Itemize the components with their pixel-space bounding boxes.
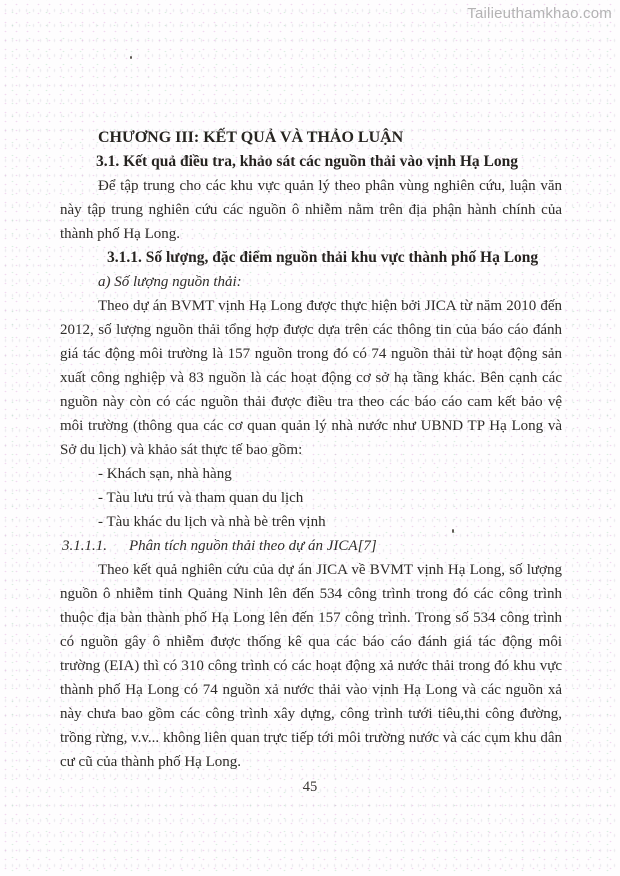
section-3-1-heading: 3.1. Kết quả điều tra, khảo sát các nguồn thải vào vịnh Hạ Long xyxy=(96,153,519,170)
paragraph-jica-results: Theo kết quả nghiên cứu của dự án JICA về BVMT vịnh Hạ Long, số lượng nguồn ô nhiễm tỉnh Quảng Ninh lên đến 534 công trình trong đó các công trình thuộc địa bàn thành phố Hạ Long lên đến 157 công trình. Trong số 534 công trình có nguồn gây ô nhiễm được thống kê qua các báo cáo đánh giá tác động môi trường (EIA) thì có 310 công trình có các hoạt động xả nước thải trong đó khu vực thành phố Hạ Long có 74 nguồn xả nước thải vào vịnh Hạ Long và các nguồn xả này chưa bao gồm các công trình xây dựng, công trình tưới tiêu,thi công đường, trồng rừng, v.v... không liên quan trực tiếp tới môi trường nước và các cụm khu dân cư cũ của thành phố Hạ Long. xyxy=(60,562,562,770)
section-3-1-1-1-title: Phân tích nguồn thải theo dự án JICA[7] xyxy=(129,538,377,554)
page-number: 45 xyxy=(302,779,318,795)
document-body xyxy=(60,126,562,774)
section-3-1-1-1-heading xyxy=(60,534,562,558)
chapter-heading: CHƯƠNG III: KẾT QUẢ VÀ THẢO LUẬN xyxy=(98,129,404,146)
list-item-other-boats: - Tàu khác du lịch và nhà bè trên vịnh xyxy=(98,514,326,530)
section-3-1-1-heading: 3.1.1. Số lượng, đặc điểm nguồn thải khu vực thành phố Hạ Long xyxy=(107,249,539,266)
list-item-boats-tourism: - Tàu lưu trú và tham quan du lịch xyxy=(98,490,304,506)
paragraph-sources: Theo dự án BVMT vịnh Hạ Long được thực hiện bởi JICA từ năm 2010 đến 2012, số lượng nguồn thải tổng hợp được dựa trên các thông tin của báo cáo đánh giá tác động môi trường là 157 nguồn trong đó có 74 nguồn thải từ hoạt động sản xuất công nghiệp và 83 nguồn là các hoạt động cơ sở hạ tầng khác. Bên cạnh các nguồn này còn có các nguồn thải được điều tra theo các báo cáo cam kết bảo vệ môi trường (thông qua các cơ quan quản lý nhà nước như UBND TP Hạ Long và Sở du lịch) và khảo sát thực tế bao gồm: xyxy=(60,298,562,458)
section-3-1-1-1-number: 3.1.1.1. xyxy=(62,538,107,554)
watermark-text: Tailieuthamkhao.com xyxy=(467,5,612,22)
list-item-hotels: - Khách sạn, nhà hàng xyxy=(98,466,232,482)
paragraph-intro: Để tập trung cho các khu vực quản lý theo phân vùng nghiên cứu, luận văn này tập trung nghiên cứu các nguồn ô nhiễm nằm trên địa phận hành chính của thành phố Hạ Long. xyxy=(60,178,562,242)
scan-artifact-dot xyxy=(130,56,132,59)
item-a-heading: a) Số lượng nguồn thải: xyxy=(98,274,242,290)
